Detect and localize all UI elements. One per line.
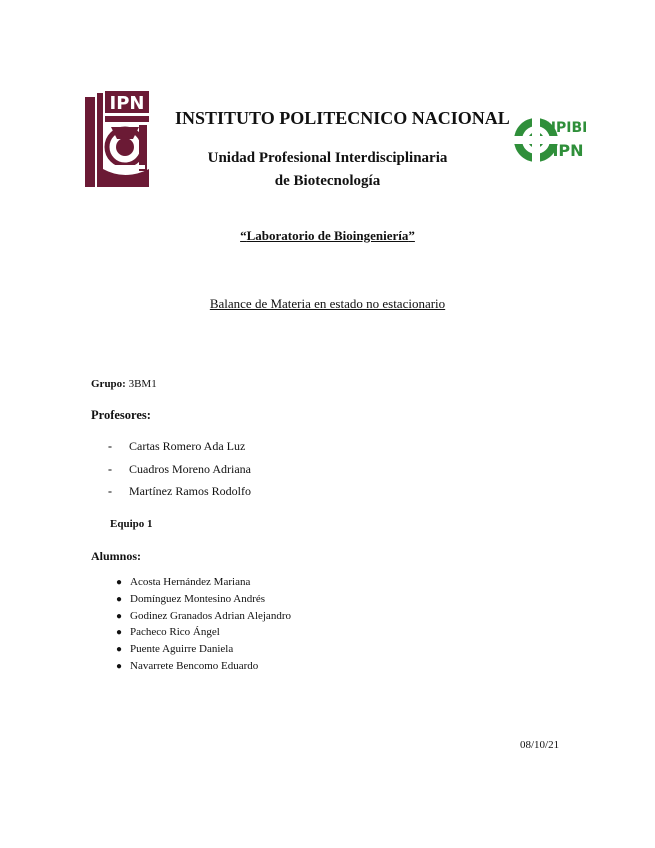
alumno-item	[116, 626, 291, 643]
bullet-icon: ●	[116, 577, 123, 588]
alumno-item	[116, 660, 291, 677]
institute-title: INSTITUTO POLITECNICO NACIONAL	[175, 108, 510, 128]
profesor-item	[108, 484, 251, 507]
alumnos-heading: Alumnos:	[91, 549, 142, 563]
alumno-name: Godinez Granados Adrian Alejandro	[130, 609, 291, 622]
laboratory-title	[0, 228, 655, 244]
bullet-icon: ●	[116, 610, 123, 622]
unit-name-line-1: Unidad Profesional Interdisciplinaria	[207, 150, 448, 166]
alumno-item	[116, 593, 291, 610]
practice-title	[0, 296, 655, 312]
grupo-label: Grupo:	[91, 378, 126, 390]
profesor-name: Cuadros Moreno Adriana	[129, 461, 251, 476]
upibi-logo-text-2: IPN	[552, 141, 584, 160]
profesor-name: Cartas Romero Ada Luz	[129, 439, 246, 453]
bullet-icon: ●	[116, 660, 123, 672]
alumno-name: Domínguez Montesino Andrés	[130, 592, 266, 605]
alumno-name: Puente Aguirre Daniela	[130, 643, 234, 656]
alumnos-list	[116, 576, 291, 677]
grupo-value: 3BM1	[128, 378, 157, 390]
profesores-list	[108, 439, 251, 507]
dash-marker: -	[108, 461, 112, 476]
ipn-logo-text: IPN	[109, 93, 145, 114]
grupo-line	[91, 378, 157, 390]
equipo-label: Equipo 1	[110, 518, 153, 530]
alumno-item	[116, 576, 291, 593]
alumno-item	[116, 643, 291, 660]
bullet-icon: ●	[116, 593, 123, 605]
profesor-item	[108, 462, 251, 485]
upibi-logo-text-1: UPIBI	[544, 120, 586, 136]
laboratory-close-quote: ”	[408, 228, 415, 243]
practice-title-text: Balance de Materia en estado no estacionario	[209, 296, 446, 311]
profesor-name: Martínez Ramos Rodolfo	[129, 484, 251, 498]
document-date: 08/10/21	[520, 739, 560, 751]
profesor-item	[108, 439, 251, 462]
alumno-name: Navarrete Bencomo Eduardo	[130, 659, 259, 672]
bullet-icon: ●	[116, 644, 123, 656]
bullet-icon: ●	[116, 627, 123, 639]
alumno-name: Acosta Hernández Mariana	[130, 576, 251, 588]
dash-marker: -	[108, 484, 112, 498]
dash-marker: -	[108, 439, 112, 453]
profesores-heading: Profesores:	[91, 408, 151, 422]
unit-name-line-2: de Biotecnología	[274, 173, 381, 189]
alumno-name: Pacheco Rico Ángel	[130, 626, 220, 639]
laboratory-title-text: Laboratorio de Bioingeniería	[246, 228, 409, 243]
laboratory-open-quote: “	[240, 228, 247, 243]
alumno-item	[116, 610, 291, 627]
